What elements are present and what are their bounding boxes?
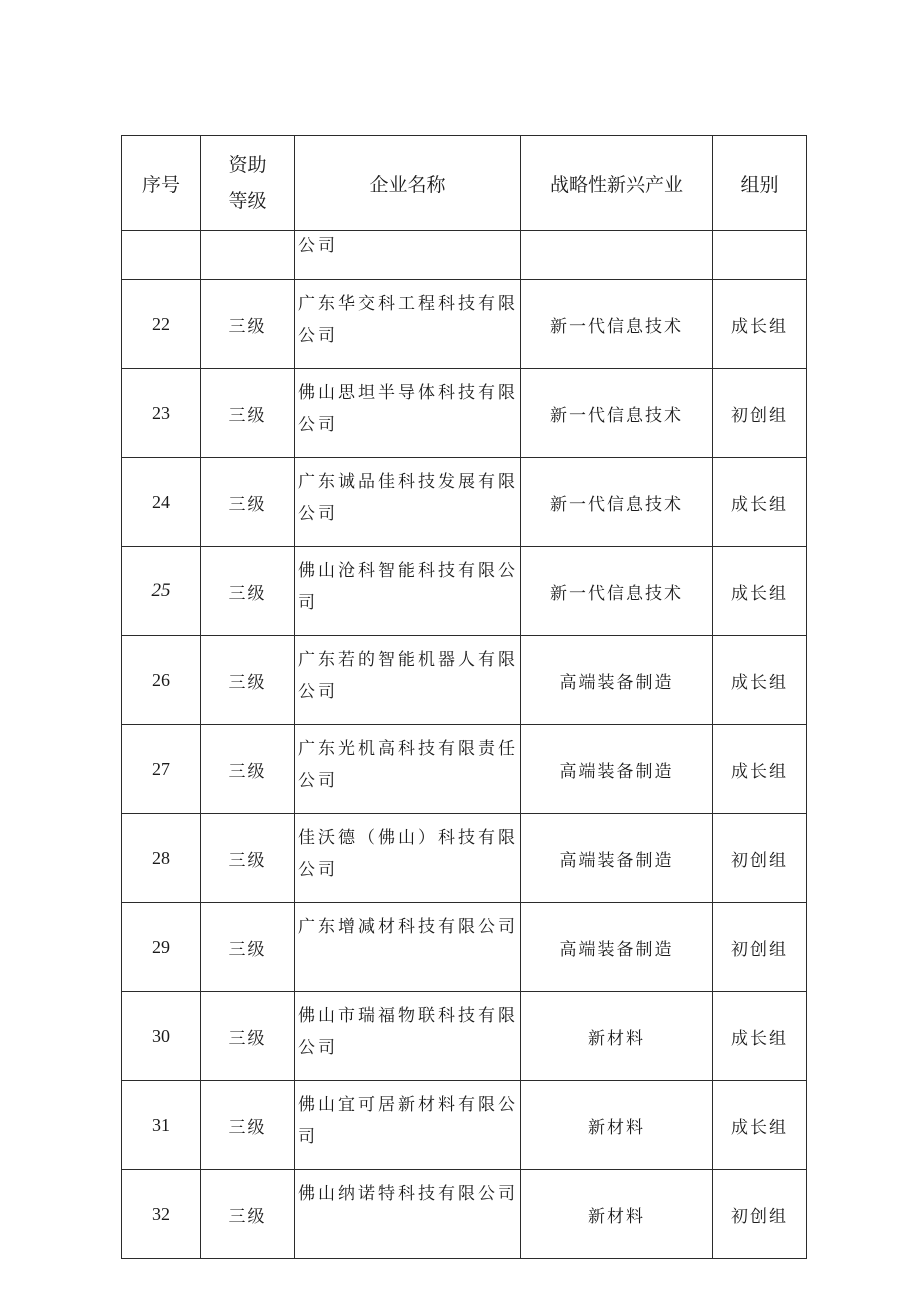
cell-company: 广东若的智能机器人有限公司: [295, 636, 521, 725]
cell-no: 25: [122, 547, 201, 636]
table-row: [122, 725, 807, 814]
cell-no: 28: [122, 814, 201, 903]
cell-level: 三级: [201, 1081, 295, 1170]
cell-industry: 新材料: [521, 1081, 713, 1170]
table-row: [122, 1081, 807, 1170]
table-row: [122, 458, 807, 547]
header-seq: 序号: [122, 136, 201, 231]
cell-company: 佛山沧科智能科技有限公司: [295, 547, 521, 636]
cell-group: 成长组: [713, 458, 807, 547]
table-row: [122, 992, 807, 1081]
cell-no: 26: [122, 636, 201, 725]
cell-no: 27: [122, 725, 201, 814]
table-row: [122, 369, 807, 458]
cell-level: 三级: [201, 1170, 295, 1259]
table-row: [122, 280, 807, 369]
cell-industry: 新一代信息技术: [521, 458, 713, 547]
cell-level: 三级: [201, 725, 295, 814]
cell-level: 三级: [201, 636, 295, 725]
cell-group: 成长组: [713, 547, 807, 636]
cell-group: 初创组: [713, 903, 807, 992]
header-group: 组别: [713, 136, 807, 231]
header-level-line2: 等级: [228, 190, 267, 212]
continued-row: [122, 231, 807, 280]
cell-company: 广东增减材科技有限公司: [295, 903, 521, 992]
cell-company: 佛山思坦半导体科技有限公司: [295, 369, 521, 458]
table-row: [122, 1170, 807, 1259]
cell-group: 初创组: [713, 814, 807, 903]
cell-level: 三级: [201, 369, 295, 458]
table-row: [122, 636, 807, 725]
cell-group: 初创组: [713, 1170, 807, 1259]
cell-industry: 高端装备制造: [521, 725, 713, 814]
cell-industry: 新一代信息技术: [521, 369, 713, 458]
cell-industry: 新材料: [521, 992, 713, 1081]
cell-level: 三级: [201, 992, 295, 1081]
cell-group: 成长组: [713, 636, 807, 725]
table-row: [122, 903, 807, 992]
cell-industry: 新一代信息技术: [521, 547, 713, 636]
cell-no: [122, 231, 201, 280]
table-row: [122, 547, 807, 636]
header-industry: 战略性新兴产业: [521, 136, 713, 231]
cell-group: 成长组: [713, 1081, 807, 1170]
cell-company: 佳沃德（佛山）科技有限公司: [295, 814, 521, 903]
cell-no: 32: [122, 1170, 201, 1259]
header-level: [201, 136, 295, 231]
cell-group: 成长组: [713, 280, 807, 369]
cell-industry: 高端装备制造: [521, 814, 713, 903]
cell-company: 广东华交科工程科技有限公司: [295, 280, 521, 369]
funding-table: [121, 135, 807, 1259]
table-header-row: [122, 136, 807, 231]
cell-company: 佛山宜可居新材料有限公司: [295, 1081, 521, 1170]
cell-industry: [521, 231, 713, 280]
table-row: [122, 814, 807, 903]
cell-no: 23: [122, 369, 201, 458]
cell-industry: 新一代信息技术: [521, 280, 713, 369]
cell-no: 30: [122, 992, 201, 1081]
cell-industry: 高端装备制造: [521, 903, 713, 992]
cell-company: 佛山市瑞福物联科技有限公司: [295, 992, 521, 1081]
header-company: 企业名称: [295, 136, 521, 231]
cell-group: 成长组: [713, 725, 807, 814]
header-level-line1: 资助: [228, 154, 267, 176]
cell-company: 公司: [295, 231, 521, 280]
cell-level: 三级: [201, 280, 295, 369]
cell-no: 24: [122, 458, 201, 547]
cell-company: 广东诚品佳科技发展有限公司: [295, 458, 521, 547]
cell-industry: 新材料: [521, 1170, 713, 1259]
cell-no: 22: [122, 280, 201, 369]
cell-level: 三级: [201, 814, 295, 903]
cell-level: [201, 231, 295, 280]
cell-company: 广东光机高科技有限责任公司: [295, 725, 521, 814]
cell-group: 成长组: [713, 992, 807, 1081]
cell-group: 初创组: [713, 369, 807, 458]
cell-company: 佛山纳诺特科技有限公司: [295, 1170, 521, 1259]
cell-no: 29: [122, 903, 201, 992]
cell-group: [713, 231, 807, 280]
cell-level: 三级: [201, 547, 295, 636]
funding-table-container: [121, 135, 807, 1259]
cell-level: 三级: [201, 458, 295, 547]
cell-level: 三级: [201, 903, 295, 992]
cell-industry: 高端装备制造: [521, 636, 713, 725]
cell-no: 31: [122, 1081, 201, 1170]
